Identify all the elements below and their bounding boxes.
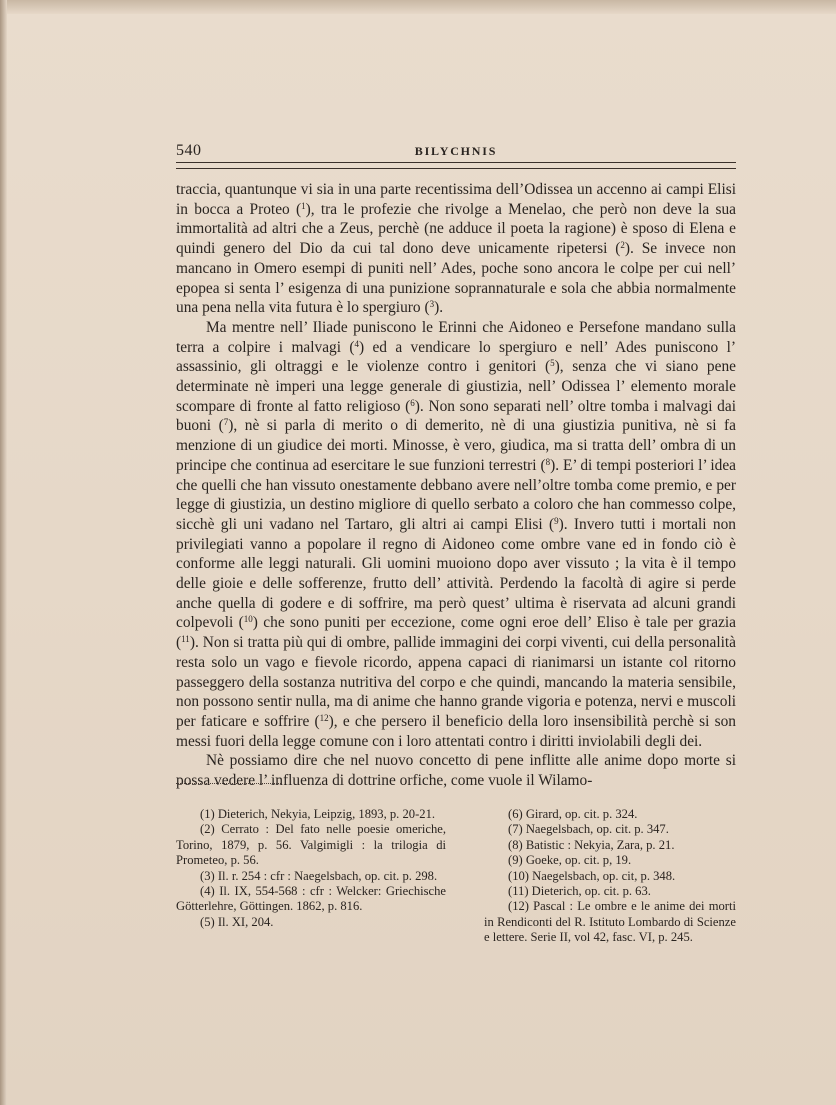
- footnote-separator: [176, 783, 281, 784]
- footnote-ref: 10: [243, 614, 253, 625]
- footnote-ref: 7: [223, 417, 229, 428]
- footnotes-left-column: [176, 807, 446, 930]
- paragraph-3: Nè possiamo dire che nel nuovo concetto di pene inflitte alle anime dopo morte si possa vedere l’ influenza di dottrine orfiche, come vuole il Wilamo-: [176, 752, 736, 790]
- footnote: (6) Girard, op. cit. p. 324.: [508, 807, 638, 821]
- footnote-ref: 3: [429, 299, 435, 310]
- footnote: (3) Il. r. 254 : cfr : Naegelsbach, op. cit. p. 298.: [200, 868, 438, 883]
- paragraph-1: traccia, quantunque vi sia in una parte recentissima dell’Odissea un accenno ai campi Elisi in bocca a Proteo ($^1$), tra le profezie che rivolge a Menelao, che però non deve la sua immortalità ad altri che a Zeus, perchè (ne adduce il poeta la ragione) è sposo di Elena e quindi genero del Dio da cui tal dono deve unicamente ripetersi ($^2$). Se invece non mancano in Omero esempi di puniti nell’ Ades, poche sono ancora le colpe per cui nell’ epopea si senta l’ esigenza di una punizione soprannaturale e sola che abbia normalmente una pena nella vita futura è lo spergiuro ($^3$).: [176, 181, 737, 317]
- footnote: (5) Il. XI, 204.: [200, 914, 274, 929]
- page-top-edge: [0, 0, 836, 14]
- header-rule: [176, 162, 736, 169]
- footnote: (8) Batistic : Nekyia, Zara, p. 21.: [508, 837, 675, 852]
- page-number: 540: [176, 142, 202, 159]
- footnote: (9) Goeke, op. cit. p, 19.: [508, 853, 632, 868]
- page-header: [176, 138, 736, 162]
- footnotes-right-column: [484, 807, 736, 946]
- footnote-ref: 4: [354, 338, 359, 349]
- footnote-ref: 5: [550, 358, 555, 369]
- footnote-ref: 8: [545, 456, 551, 467]
- footnote-ref: 9: [554, 515, 559, 526]
- footnote-ref: 1: [301, 200, 306, 211]
- footnote-ref: 11: [181, 634, 190, 645]
- footnote: (2) Cerrato : Del fato nelle poesie omeriche, Torino, 1879, p. 56. Valgimigli : la trilogia di Prometeo, p. 56.: [176, 822, 446, 868]
- main-text: [176, 180, 736, 791]
- footnote-ref: 2: [620, 240, 625, 251]
- footnote: (11) Dieterich, op. cit. p. 63.: [508, 884, 651, 899]
- footnote: (1) Dieterich, Nekyia, Leipzig, 1893, p. 20-21.: [200, 807, 436, 821]
- paragraph-2: Ma mentre nell’ Iliade puniscono le Erinni che Aidoneo e Persefone mandano sulla terra a colpire i malvagi ($^4$) ed a vendicare lo spergiuro e nell’ Ades puniscono l’ assassinio, gli oltraggi e le violenze contro i genitori ($^5$), senza che vi siano pene determinate nè imperi una legge generale di giustizia, nell’ Odissea l’ elemento morale scompare di fronte al fatto religioso ($^6$). Non sono separati nell’ oltre tomba i malvagi dai buoni ($^7$), nè si parla di merito o di demerito, nè di una giustizia punitiva, nè si fa menzione di un giudice dei morti. Minosse, è vero, giudica, ma si tratta dell’ ombra di un principe che continua ad esercitare le sue funzioni terrestri ($^8$). E’ di tempi posteriori l’ idea che quelli che han vissuto onestamente debbano avere nell’oltre tomba come premio, e per legge di giustizia, un destino migliore di quello serbato a coloro che han commesso colpe, sicchè gli uni vadano nel Tartaro, gli altri ai campi Elisi ($^9$). Invero tutti i mortali non privilegiati vanno a popolare il regno di Aidoneo come ombre vane ed in fondo ciò è conforme alle leggi naturali. Gli uomini muoiono dopo aver vissuto ; la vita è il tempo delle gioie e delle sofferenze, frutto dell’ attività. Perdendo la facoltà di agire si perde anche quella di godere e di soffrire, ma però quest’ ultima è riservata ad alcuni grandi colpevoli ($^{10}$) che sono puniti per eccezione, come ogni eroe dell’ Eliso è tale per grazia ($^{11}$). Non si tratta più qui di ombre, pallide immagini dei corpi viventi, cui della personalità resta solo un vago e fievole ricordo, appena capaci di rianimarsi un istante col ritorno passeggero della sostanza nutritiva del corpo e che quindi, mancando la materia sensibile, non possono sentir nulla, ma di anime che hanno grande vigoria e potenza, nervi e muscoli per faticare e soffrire ($^{12}$), e che persero il beneficio della loro insensibilità perchè si son messi fuori della legge comune con i loro attentati contro i diritti inviolabili degli dei.: [176, 318, 737, 750]
- page-left-edge: [0, 0, 7, 1105]
- running-title: BILYCHNIS: [414, 144, 498, 158]
- footnote: (10) Naegelsbach, op. cit, p. 348.: [508, 868, 676, 883]
- footnote: (4) Il. IX, 554-568 : cfr : Welcker: Griechische Götterlehre, Göttingen. 1862, p. 816.: [176, 884, 446, 914]
- footnote-ref: 12: [319, 712, 329, 723]
- footnote: (7) Naegelsbach, op. cit. p. 347.: [508, 822, 669, 837]
- footnote-ref: 6: [410, 397, 415, 408]
- footnote: (12) Pascal : Le ombre e le anime dei morti in Rendiconti del R. Istituto Lombardo di Scienze e lettere. Serie II, vol 42, fasc. VI, p. 245.: [484, 899, 736, 945]
